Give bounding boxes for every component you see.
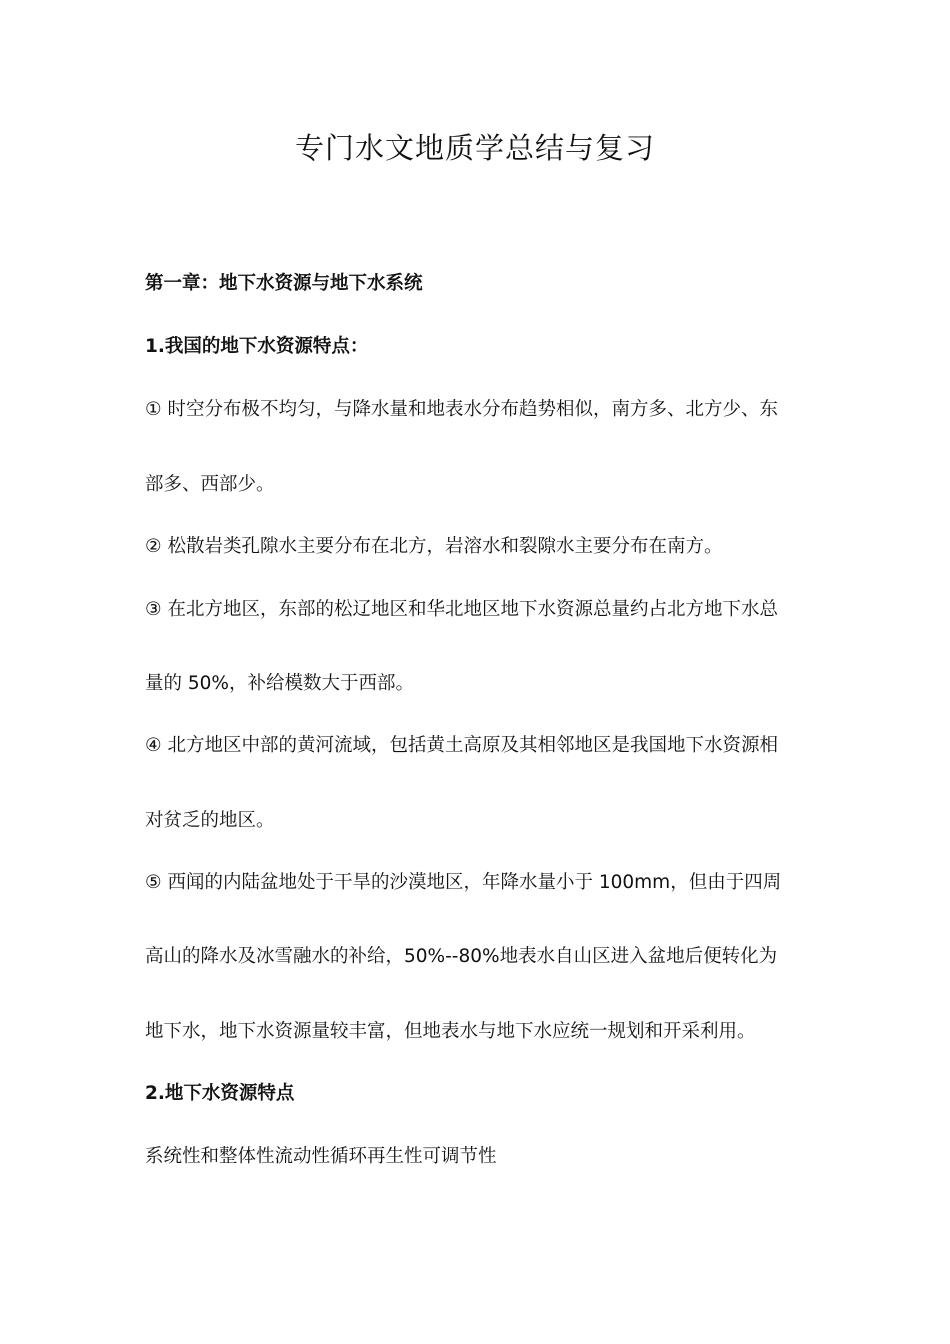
paragraph-item-1-line-2: 部多、西部少。 [145, 474, 275, 495]
section-heading-1: 1.我国的地下水资源特点： [145, 336, 369, 357]
paragraph-item-5-line-2: 高山的降水及冰雪融水的补给，50%--80%地表水自山区进入盆地后便转化为 [145, 946, 778, 967]
paragraph-item-4-line-2: 对贫乏的地区。 [145, 810, 275, 831]
paragraph-item-5-line-3: 地下水，地下水资源量较丰富，但地表水与地下水应统一规划和开采利用。 [145, 1021, 756, 1042]
section-2-text: 系统性和整体性流动性循环再生性可调节性 [145, 1146, 497, 1167]
paragraph-item-3-line-1: ③ 在北方地区，东部的松辽地区和华北地区地下水资源总量约占北方地下水总 [145, 599, 778, 620]
section-heading-2: 2.地下水资源特点 [145, 1083, 295, 1104]
chapter-heading: 第一章：地下水资源与地下水系统 [145, 273, 423, 294]
paragraph-item-1-line-1: ① 时空分布极不均匀，与降水量和地表水分布趋势相似，南方多、北方少、东 [145, 399, 778, 420]
paragraph-item-4-line-1: ④ 北方地区中部的黄河流域，包括黄土高原及其相邻地区是我国地下水资源相 [145, 735, 778, 756]
paragraph-item-5-line-1: ⑤ 西闻的内陆盆地处于干旱的沙漠地区，年降水量小于 100mm，但由于四周 [145, 872, 782, 893]
paragraph-item-3-line-2: 量的 50%，补给模数大于西部。 [145, 673, 415, 694]
paragraph-item-2-line-1: ② 松散岩类孔隙水主要分布在北方，岩溶水和裂隙水主要分布在南方。 [145, 536, 723, 557]
document-title: 专门水文地质学总结与复习 [294, 131, 655, 165]
